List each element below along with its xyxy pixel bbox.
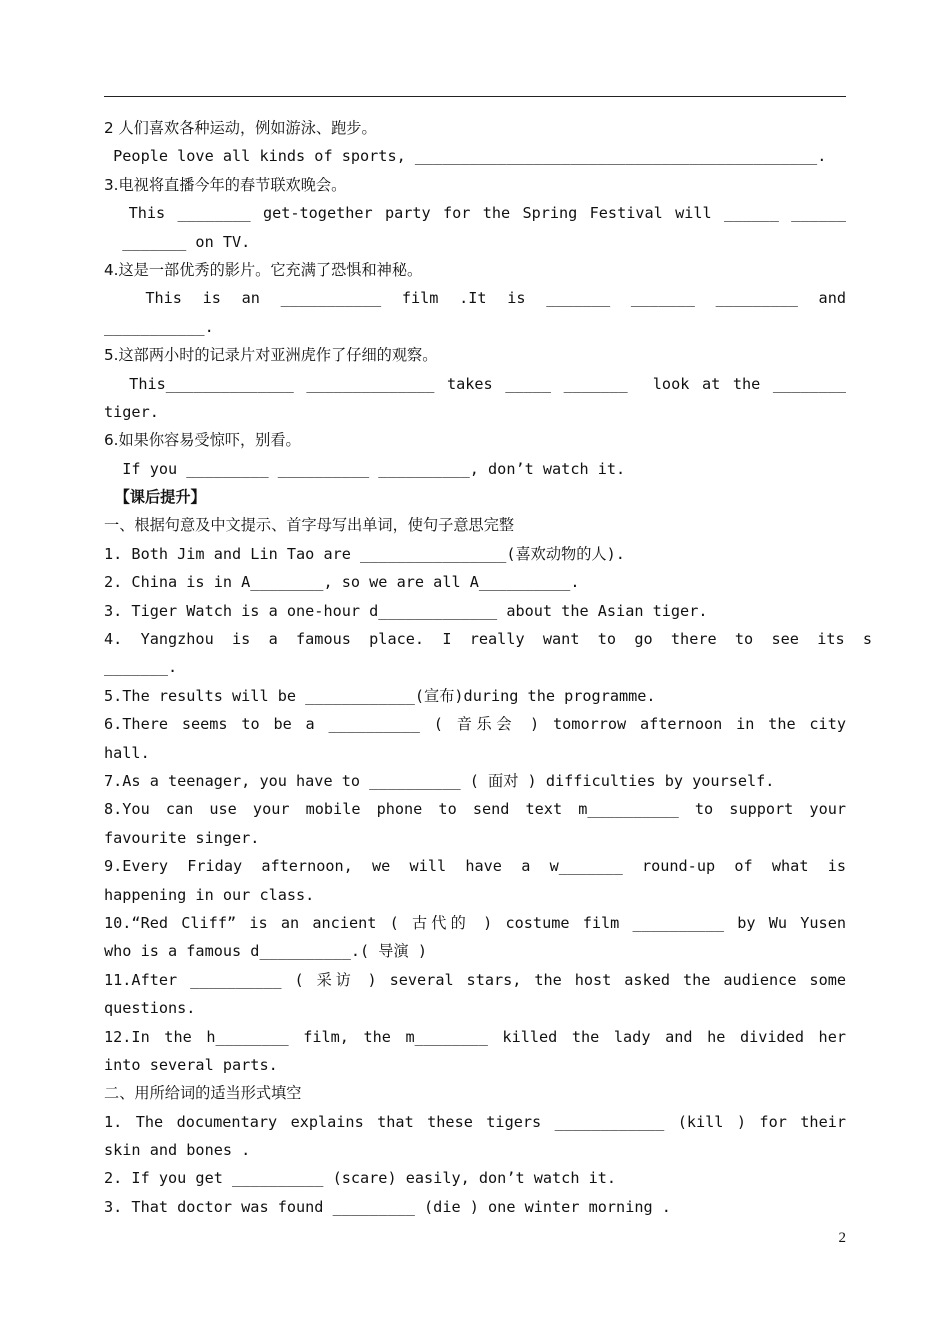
text-line: 1. Both Jim and Lin Tao are ________________(喜欢动物的人). (104, 544, 625, 563)
text-line: 8.You can use your mobile phone to send text m__________ to support your (104, 800, 846, 819)
text-line: 2 人们喜欢各种运动，例如游泳、跑步。 (104, 119, 377, 137)
text-line: 9.Every Friday afternoon, we will have a w_______ round-up of what is (104, 857, 846, 876)
text-line: ___________. (104, 317, 214, 336)
text-line: _______. (104, 658, 178, 677)
text-line: 11.After __________ ( 采访 ) several stars, the host asked the audience some (104, 970, 846, 989)
text-line: who is a famous d__________.( 导演 ) (104, 942, 427, 961)
text-line: hall. (104, 743, 150, 762)
text-line: _______ on TV. (104, 232, 251, 251)
text-line: This______________ ______________ takes _____ _______ look at the ________ (104, 374, 846, 393)
text-line: 二、用所给词的适当形式填空 (104, 1084, 302, 1103)
text-line: 3.电视将直播今年的春节联欢晚会。 (104, 175, 347, 194)
text-line: happening in our class. (104, 885, 315, 904)
text-line: 5.这部两小时的记录片对亚洲虎作了仔细的观察。 (104, 346, 438, 365)
text-line: skin and bones . (104, 1141, 251, 1160)
text-line: questions. (104, 999, 196, 1018)
worksheet-body (104, 114, 873, 1221)
text-line: This is an ___________ film .It is _______ _______ _________ and (104, 289, 846, 308)
text-line: This ________ get-together party for the Spring Festival will ______ ______ (104, 204, 846, 223)
text-line: tiger. (104, 402, 159, 421)
text-line: 6.如果你容易受惊吓，别看。 (104, 431, 301, 450)
text-line: favourite singer. (104, 828, 260, 847)
text-line: 一、根据句意及中文提示、首字母写出单词，使句子意思完整 (104, 516, 515, 535)
text-line: 4.这是一部优秀的影片。它充满了恐惧和神秘。 (104, 260, 423, 279)
text-line: 2. If you get __________ (scare) easily, don’t watch it. (104, 1169, 617, 1188)
text-line: 3. That doctor was found _________ (die ) one winter morning . (104, 1197, 671, 1216)
header-rule (104, 96, 846, 97)
text-line: 1. The documentary explains that these tigers ____________ (kill ) for their (104, 1112, 846, 1131)
text-line: If you _________ __________ __________, don’t watch it. (104, 459, 626, 478)
text-line: 4. Yangzhou is a famous place. I really want to go there to see its s (104, 630, 873, 649)
text-line: People love all kinds of sports, ____________________________________________. (104, 147, 827, 166)
text-line: 7.As a teenager, you have to __________ ( 面对 ) difficulties by yourself. (104, 771, 775, 790)
text-line: 12.In the h________ film, the m________ killed the lady and he divided her (104, 1027, 846, 1046)
text-line: 3. Tiger Watch is a one-hour d_____________ about the Asian tiger. (104, 601, 708, 620)
text-line: into several parts. (104, 1055, 278, 1074)
text-line: 6.There seems to be a __________ ( 音乐会 ) tomorrow afternoon in the city (104, 715, 846, 734)
text-line: 【课后提升】 (104, 488, 206, 507)
page-number: 2 (838, 1230, 846, 1246)
text-line: 2. China is in A________, so we are all A__________. (104, 573, 580, 592)
text-line: 10.“Red Cliff” is an ancient ( 古代的 ) costume film __________ by Wu Yusen (104, 913, 846, 932)
text-line: 5.The results will be ____________(宣布)during the programme. (104, 686, 656, 705)
